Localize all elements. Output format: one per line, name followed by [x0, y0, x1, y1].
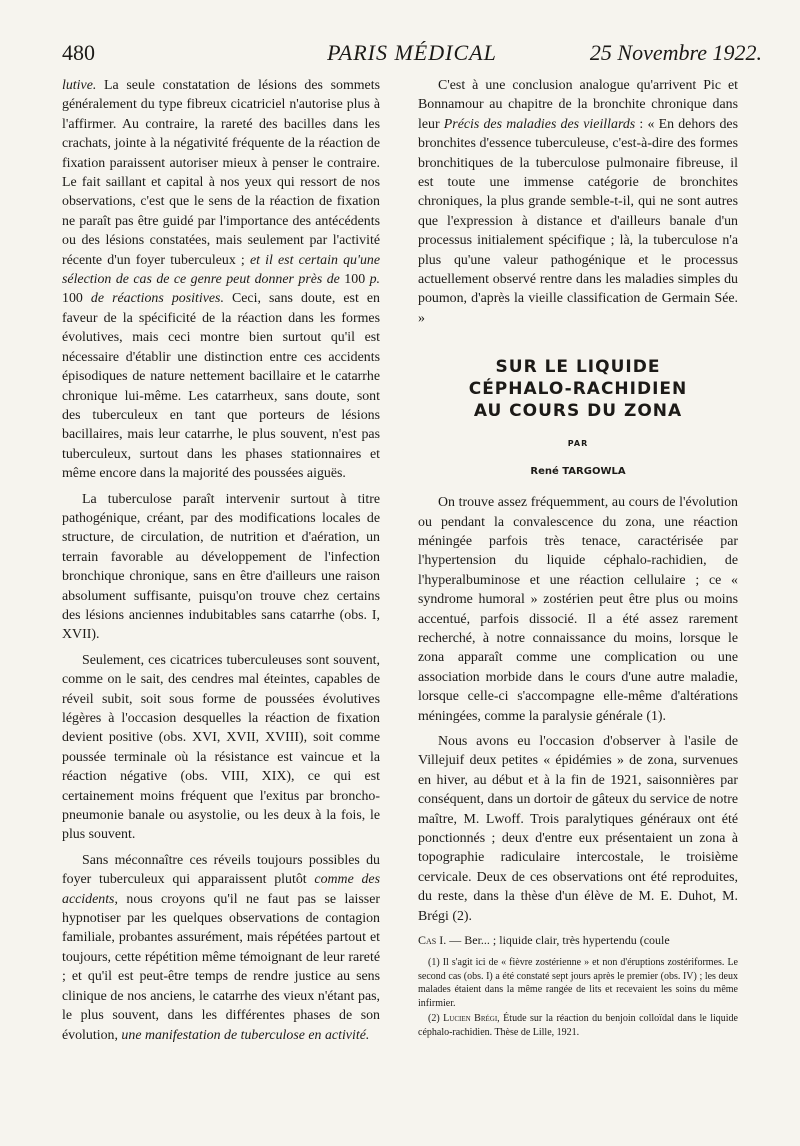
italic-text: Précis des maladies des vieillards: [443, 116, 636, 132]
text: 100: [62, 291, 91, 307]
title-line: SUR LE LIQUIDE: [495, 357, 661, 378]
text: , nous croyons qu'il ne faut pas se laisser hypnotiser par les quelques observations de contagion familiale, probantes assurément, mais répétées partout et toujours, cette répétition même témoignant de leur rareté ; et qu'il est peut-être temps de rendre justice au sens clinique de nos anciens, le catarrhe des vieux n'étant pas, le plus souvent, dans les différentes phases de son évolution,: [62, 891, 380, 1043]
paragraph: Nous avons eu l'occasion d'observer à l'asile de Villejuif deux petites « épidémies » de zona, survenues en hiver, au début et à la fin de 1921, saisonnières par conséquent, dans un dortoir de gâteux du service de notre maître, M. Lwoff. Trois paralytiques généraux ont été ponctionnés ; deux d'entre eux présentaient un zona à topographie radiculaire intercostale, le troisième cervicale. Deux de ces observations ont été reproduites, du reste, dans la thèse d'un élève de M. E. Duhot, M. Brégi (2).: [418, 733, 738, 924]
title-line: AU COURS DU ZONA: [473, 401, 683, 422]
page-number: 480: [62, 40, 95, 65]
text: 100: [339, 272, 370, 288]
title-line: CÉPHALO-RACHIDIEN: [468, 379, 688, 400]
footnote-text: Étude sur la réaction du benjoin colloïdal dans le liquide céphalo-rachidien. Thèse de Lille, 1921.: [418, 1013, 738, 1038]
footnotes: [418, 956, 738, 1039]
text: Ceci, sans doute, est en faveur de la spécificité de la réaction dans les formes évolutives, mais ceci montre bien surtout qu'il est nécessaire d'établir une distinction entre ces accidents épisodiques de nature nettement bacillaire et le catarrhe chronique lui-même. Les catarrheux, sans doute, sont des tuberculeux en tant que porteurs de lésions bacillaires, mais leur catarrhe, le plus souvent, n'est pas tuberculeux, surtout dans les phases stationnaires et même encore dans la majorité des poussées aiguës.: [62, 291, 380, 482]
text: La seule constatation de lésions des sommets généralement du type fibreux cicatriciel n'autorise plus à l'affirmer. Au contraire, la rareté des bacilles dans les crachats, jointe à la négativité fréquente de la réaction de fixation paraissent autoriser mieux à penser le contraire. Le fait saillant et capital à nos yeux qui ressort de nos observations, c'est que le sens de la réaction de fixation ne paraît pas être guidé par l'importance des antécédents ou des lésions constatées, mais seulement par l'activité récente d'un foyer tuberculeux ;: [62, 78, 380, 268]
italic-text: et il est certain qu'une sélection de cas de ce genre peut donner près de: [62, 252, 381, 288]
text: : « En dehors des bronchites d'essence tuberculeuse, c'est-à-dire des formes bronchitiques de la tuberculose pulmonaire fibreuse, il est toute une immense catégorie de bronchites chroniques, la plus grande semble-t-il, qui ne sont autres que l'expression à distance et d'ailleurs banale d'un processus initialement spécifique ; là, la tuberculose n'a plus qu'une valeur pathogénique et le processus actuellement observé rentre dans les maladies simples du poumon, d'après la vieille classification de Germain Sée. »: [418, 116, 738, 326]
case-label: Cas I.: [418, 933, 447, 948]
italic-text: une manifestation de tuberculose en activité.: [121, 1027, 370, 1043]
right-column: [418, 76, 738, 1039]
text: C'est à une conclusion analogue qu'arrivent Pic et Bonnamour au chapitre de la bronchite chronique dans leur: [418, 78, 738, 132]
footnote: (1) Il s'agit ici de « fièvre zostérienne » et non d'éruptions zostériformes. Le second cas (obs. I) a été constaté sept jours après le premier (obs. IV) ; les deux malades étaient dans la même rangée de lits et recevaient les soins du même infirmier.: [418, 957, 738, 1009]
journal-title: PARIS MÉDICAL: [327, 40, 497, 65]
case-text: — Ber... ; liquide clair, très hypertendu (coule: [446, 933, 670, 948]
paragraph: On trouve assez fréquemment, au cours de l'évolution ou pendant la convalescence du zona, une réaction méningée parfois très tenace, caractérisée par l'hypertension du liquide céphalo-rachidien, de l'hyperalbuminose et une réaction cellulaire ; ce « syndrome humoral » zostérien peut être plus ou moins accentué, parfois dissocié. Il a été assez rarement recherché, à notre connaissance du moins, lorsque le zona apparaît comme une complication ou une association morbide dans le cours d'une autre maladie, lorsque celle-ci s'accompagne elle-même d'altérations méningées, comme la paralysie générale (1).: [418, 495, 738, 724]
article-title: [418, 356, 738, 422]
italic-text: lutive.: [62, 78, 97, 93]
left-column: [62, 76, 380, 1045]
page-header: [62, 40, 762, 70]
byline-par: PAR: [567, 439, 589, 449]
footnote: [418, 1012, 738, 1039]
byline-author: René TARGOWLA: [530, 465, 626, 477]
case-line: [418, 932, 738, 948]
italic-text: comme des accidents: [62, 872, 381, 907]
paragraph: Seulement, ces cicatrices tuberculeuses sont souvent, comme on le sait, des cendres mal éteintes, capables de réveil subit, soit sous forme de poussées évolutives légères à l'occasion desquelles la réaction de fixation devient positive (obs. XVI, XVII, XVIII), soit comme poussée terminale où la résistance est vaincue et la réaction négative (obs. VIII, XIX), ce qui est certainement moins fréquent que l'exitus par broncho-pneumonie banale ou asystolie, ou les deux à la fois, le plus souvent.: [62, 652, 380, 843]
italic-text: de réactions positives.: [90, 291, 224, 307]
issue-date: 25 Novembre 1922.: [589, 40, 762, 65]
paragraph: La tuberculose paraît intervenir surtout à titre pathogénique, créant, par des modifications locales de structure, de circulation, de nutrition et d'aération, un terrain favorable au développement de l'infection bronchique chronique, sans en être d'ailleurs une raison absolument suffisante, puisqu'on trouve chez certains des lésions anciennes indubitables sans catarrhe (obs. I, XVII).: [62, 491, 380, 643]
italic-text: p.: [369, 272, 381, 288]
paragraph: [62, 851, 380, 1045]
paragraph: [418, 76, 738, 328]
text: Sans méconnaître ces réveils toujours possibles du foyer tuberculeux qui apparaissent plutôt: [62, 852, 380, 888]
paragraph: [62, 76, 380, 484]
footnote-author: (2) Lucien Brégi,: [428, 1013, 500, 1025]
